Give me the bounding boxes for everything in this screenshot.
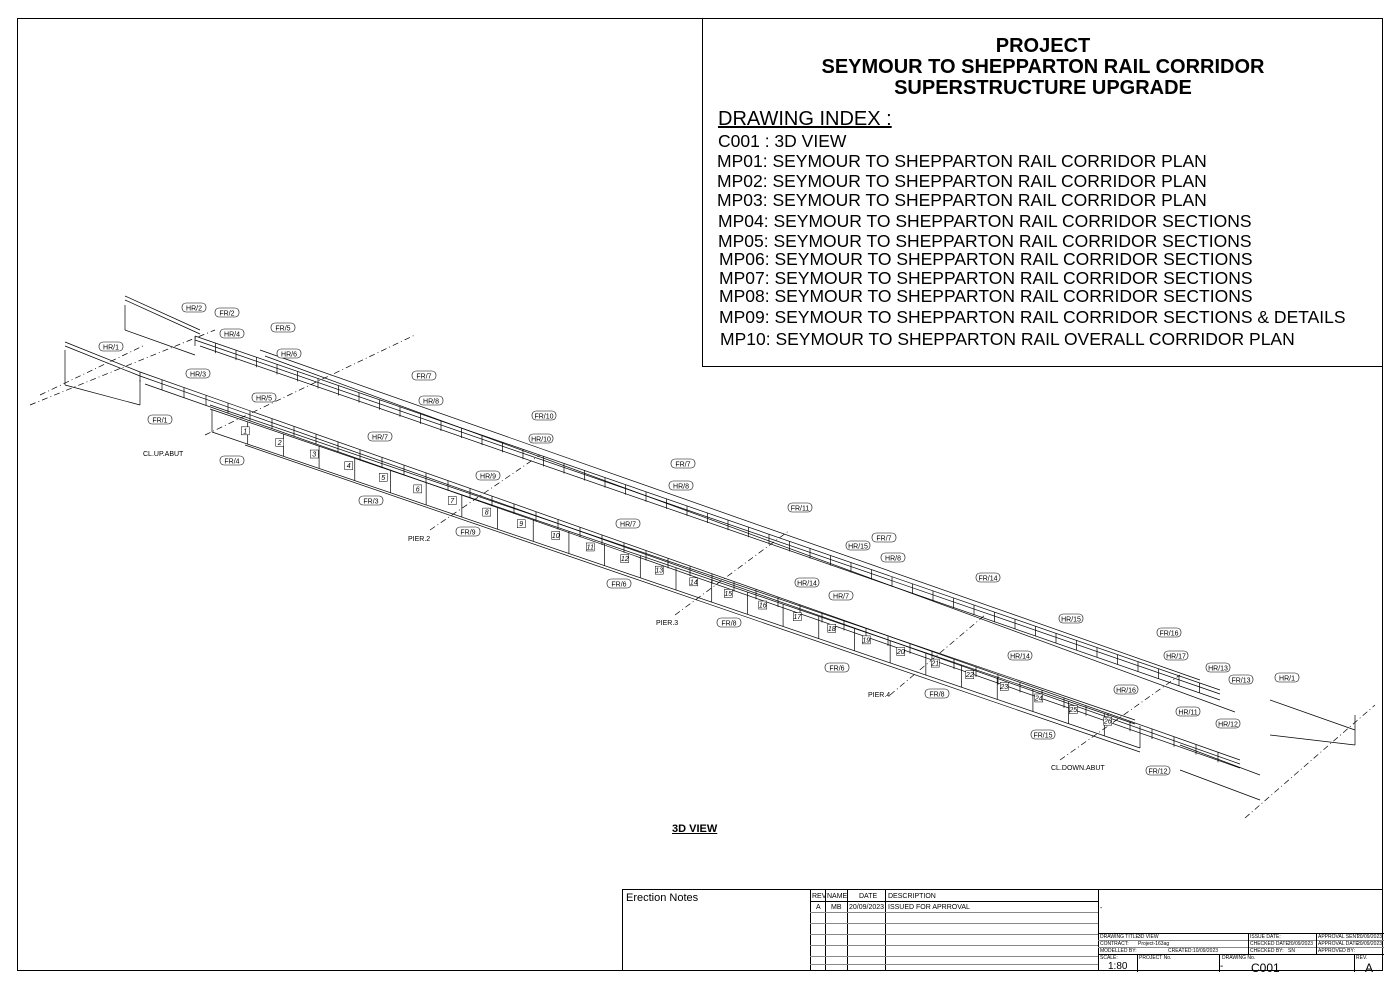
checked-by-label: CHECKED BY:	[1250, 948, 1284, 954]
structure-line	[125, 330, 195, 355]
span-number: 20	[896, 649, 905, 656]
tag-label: FR/6	[829, 665, 845, 673]
drawing-index-item: C001 : 3D VIEW	[718, 131, 847, 151]
span-number: 25	[1069, 707, 1078, 715]
client-placeholder: -	[1100, 905, 1103, 912]
name-value: MB	[831, 904, 842, 911]
span-number: 9	[519, 521, 524, 529]
approval-sent-value: 20/09/2023	[1357, 934, 1383, 940]
tag-label: FR/12	[1148, 768, 1168, 776]
span-number: 13	[655, 567, 664, 575]
tag-label: FR/7	[416, 373, 432, 381]
tag-label: HR/9	[480, 473, 496, 481]
span-number: 17	[793, 614, 802, 622]
span-number: 7	[450, 498, 455, 505]
tag-label: FR/4	[224, 458, 240, 466]
tag-label: FR/1	[152, 417, 168, 425]
approval-date-value: 20/09/2023	[1357, 941, 1383, 947]
span-number: 16	[758, 602, 767, 610]
span-number: 14	[689, 579, 698, 587]
tag-label: HR/10	[531, 436, 551, 444]
approval-sent-label: APPROVAL SENT:	[1318, 934, 1360, 940]
tag-label: FR/13	[1231, 677, 1251, 685]
structure-line	[1180, 770, 1260, 800]
drawing-index-item: MP06: SEYMOUR TO SHEPPARTON RAIL CORRIDOR SECTIONS	[719, 249, 1253, 269]
tag-label: FR/7	[675, 461, 691, 469]
tag-label: FR/11	[790, 505, 810, 513]
title-block	[622, 889, 1383, 975]
tag-label: HR/14	[797, 580, 817, 588]
drawing-index-item: MP05: SEYMOUR TO SHEPPARTON RAIL CORRIDOR SECTIONS	[718, 231, 1252, 251]
span-number: 21	[931, 660, 940, 668]
tag-label: HR/16	[1116, 687, 1136, 695]
structure-line	[210, 409, 1135, 724]
tag-label: FR/16	[1159, 630, 1179, 638]
callout-label: PIER.2	[408, 536, 431, 543]
project-no-label: PROJECT No.	[1139, 955, 1172, 961]
project-name: SEYMOUR TO SHEPPARTON RAIL CORRIDOR	[821, 56, 1265, 78]
approved-by-label: APPROVED BY:	[1318, 948, 1355, 954]
callout-label: PIER.4	[868, 692, 891, 699]
centreline	[30, 330, 215, 405]
drawing-index-item: MP03: SEYMOUR TO SHEPPARTON RAIL CORRIDOR PLAN	[717, 190, 1207, 210]
structure-line	[1270, 735, 1355, 745]
tag-label: FR/9	[460, 529, 476, 537]
tag-label: FR/10	[534, 413, 554, 421]
tag-label: FR/14	[978, 575, 998, 583]
structure-line	[1180, 745, 1260, 775]
tag-label: FR/6	[611, 581, 627, 589]
span-number: 10	[551, 532, 560, 540]
tag-label: HR/12	[1218, 721, 1238, 729]
tag-label: HR/4	[224, 331, 240, 339]
tag-label: HR/7	[833, 593, 849, 601]
callout-label: PIER.3	[656, 620, 679, 627]
structure-line	[200, 346, 1220, 703]
span-number: 12	[620, 556, 629, 564]
issue-date-label: ISSUE DATE:	[1250, 934, 1281, 940]
tag-label: HR/8	[673, 483, 689, 491]
structure-line	[65, 385, 140, 405]
span-number: 1	[243, 428, 248, 436]
scale-label: SCALE:	[1100, 955, 1118, 961]
tag-label: HR/14	[1010, 653, 1030, 661]
structure-line	[125, 296, 200, 330]
tag-label: HR/7	[620, 521, 636, 529]
drawing-index-heading: DRAWING INDEX :	[718, 108, 892, 130]
drawing-index-item: MP01: SEYMOUR TO SHEPPARTON RAIL CORRIDOR PLAN	[717, 151, 1207, 171]
approval-date-label: APPROVAL DATE:	[1318, 941, 1361, 947]
tag-label: HR/1	[103, 344, 119, 352]
tag-label: FR/5	[275, 325, 291, 333]
project-subtitle: SUPERSTRUCTURE UPGRADE	[894, 77, 1192, 99]
structure-line	[210, 405, 1135, 720]
structure-line	[1270, 700, 1355, 730]
drawing-index-item: MP10: SEYMOUR TO SHEPPARTON RAIL OVERALL CORRIDOR PLAN	[720, 329, 1295, 349]
tag-label: HR/11	[1178, 709, 1198, 717]
callout-label: CL.UP.ABUT	[143, 451, 184, 458]
span-number: 22	[965, 672, 974, 680]
tag-label: HR/15	[848, 543, 868, 551]
span-number: 26	[1103, 718, 1112, 726]
tag-label: HR/15	[1061, 616, 1081, 624]
contract-value: Project-163ag	[1138, 941, 1170, 947]
project-label: PROJECT	[995, 35, 1091, 57]
span-number: 5	[381, 474, 386, 482]
tag-label: HR/3	[190, 371, 206, 379]
structure-line	[260, 350, 1200, 680]
tag-label: FR/8	[929, 691, 945, 699]
rev-number: A	[1365, 961, 1374, 975]
description-value: ISSUED FOR APRROVAL	[888, 904, 970, 911]
centreline	[1245, 705, 1375, 818]
name-header: NAME	[827, 893, 848, 900]
erection-notes-label: Erection Notes	[626, 892, 699, 904]
contract-label: CONTRACT:	[1100, 941, 1129, 947]
span-number: 3	[312, 451, 317, 459]
centreline	[430, 455, 540, 530]
span-number: 24	[1034, 695, 1043, 703]
span-number: 6	[415, 486, 420, 494]
project-no-value: -	[1220, 961, 1224, 972]
tag-label: HR/13	[1208, 665, 1228, 673]
tag-label: FR/3	[363, 498, 379, 506]
drawing-index-item: MP02: SEYMOUR TO SHEPPARTON RAIL CORRIDOR PLAN	[717, 171, 1207, 191]
drawing-title-value: 3D VIEW	[1138, 934, 1159, 940]
structure-line	[245, 445, 1140, 752]
span-number: 11	[586, 544, 594, 552]
span-number: 18	[827, 625, 836, 633]
drawing-no-label: DRAWING No.	[1222, 955, 1256, 961]
tag-label: HR/1	[1279, 675, 1295, 683]
tag-label: HR/8	[885, 555, 901, 563]
drawing-index-item: MP08: SEYMOUR TO SHEPPARTON RAIL CORRIDOR SECTIONS	[719, 286, 1253, 306]
scale-value: 1:80	[1108, 961, 1128, 972]
centreline	[40, 345, 145, 395]
checked-date-label: CHECKED DATE:	[1250, 941, 1291, 947]
tag-label: FR/15	[1033, 732, 1053, 740]
rev-label: REV.	[1356, 955, 1368, 961]
tag-label: HR/17	[1166, 653, 1186, 661]
tag-label: HR/2	[186, 305, 202, 313]
date-value: 20/09/2023	[849, 904, 885, 911]
span-number: 19	[862, 637, 871, 645]
drawing-no-value: C001	[1251, 961, 1280, 975]
tag-label: FR/2	[219, 310, 235, 318]
tag-label: HR/5	[256, 395, 272, 403]
centreline	[675, 530, 790, 615]
checked-date-value: 20/09/2023	[1288, 941, 1314, 947]
callout-label: CL.DOWN.ABUT	[1051, 765, 1105, 772]
span-number: 2	[277, 439, 282, 447]
tag-label: HR/8	[423, 398, 439, 406]
span-number: 23	[1000, 683, 1009, 691]
created-label: CREATED:	[1168, 948, 1193, 954]
tag-label: HR/7	[372, 434, 388, 442]
checked-by-value: SN	[1288, 948, 1295, 954]
tag-label: FR/7	[876, 535, 892, 543]
tag-label: HR/6	[281, 351, 297, 359]
created-value: 10/09/2023	[1193, 948, 1219, 954]
drawing-index-item: MP04: SEYMOUR TO SHEPPARTON RAIL CORRIDOR SECTIONS	[718, 211, 1252, 231]
drawing-title-label: DRAWING TITLE:	[1100, 934, 1141, 940]
view-title: 3D VIEW	[672, 823, 718, 835]
modelled-by-label: MODELLED BY:	[1100, 948, 1137, 954]
drawing-index-item: MP07: SEYMOUR TO SHEPPARTON RAIL CORRIDOR SECTIONS	[719, 268, 1253, 288]
rev-value: A	[816, 904, 821, 911]
date-header: DATE	[859, 893, 878, 900]
span-number: 8	[484, 509, 489, 517]
tag-label: FR/8	[721, 620, 737, 628]
span-number: 4	[346, 463, 351, 471]
description-header: DESCRIPTION	[888, 893, 936, 900]
drawing-index-item: MP09: SEYMOUR TO SHEPPARTON RAIL CORRIDOR SECTIONS & DETAILS	[719, 307, 1346, 327]
span-number: 15	[724, 590, 733, 598]
rev-header: REV	[812, 893, 827, 900]
